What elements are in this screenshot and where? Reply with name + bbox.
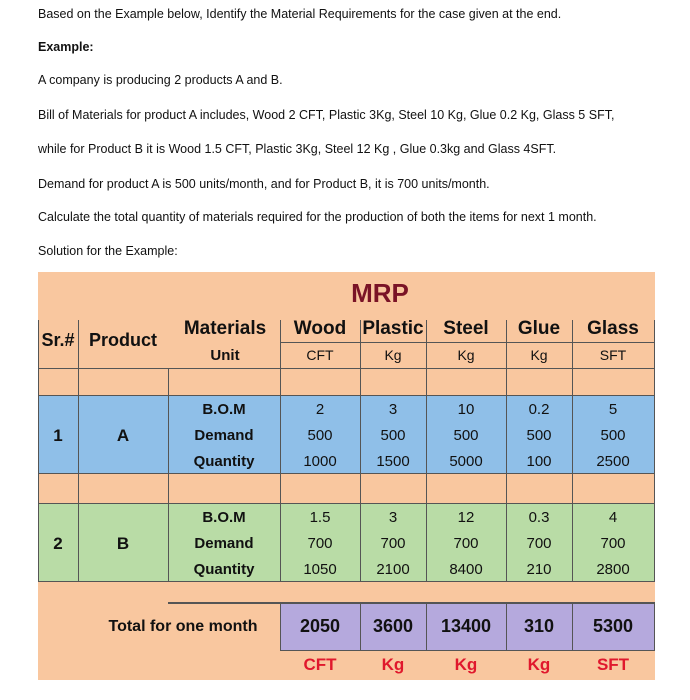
- total-steel: 13400: [440, 616, 492, 636]
- total-unit-plastic: Kg: [381, 655, 405, 674]
- grid-line: [38, 368, 655, 369]
- total-unit-wood: CFT: [303, 655, 337, 674]
- product-a-bom-steel: 10: [457, 401, 475, 418]
- grid-line: [654, 368, 655, 581]
- product-a-demand-glue: 500: [526, 427, 552, 444]
- product-b-srno: 2: [53, 534, 63, 553]
- product-b-demand-plastic: 700: [380, 535, 406, 552]
- grid-line: [38, 473, 655, 474]
- product-b-qty-plastic: 2100: [376, 561, 410, 578]
- unit-glass: SFT: [599, 347, 627, 363]
- product-b-name: B: [116, 534, 130, 553]
- product-a-label-quantity: Quantity: [193, 453, 255, 470]
- total-plastic: 3600: [372, 616, 414, 636]
- instruction-text: Based on the Example below, Identify the Material Requirements for the case given at the end.: [38, 7, 562, 21]
- header-material-plastic: Plastic: [362, 318, 424, 339]
- total-label: Total for one month: [108, 618, 258, 635]
- product-a-qty-plastic: 1500: [376, 453, 410, 470]
- product-b-bom-glass: 4: [608, 509, 618, 526]
- example-heading: Example:: [38, 40, 94, 54]
- header-materials: Materials: [183, 318, 267, 339]
- product-a-name: A: [116, 426, 130, 445]
- header-material-glue: Glue: [517, 318, 561, 339]
- grid-line: [654, 602, 655, 650]
- total-unit-glass: SFT: [596, 655, 630, 674]
- header-srno: Sr.#: [41, 330, 75, 350]
- product-b-bom-glue: 0.3: [528, 509, 550, 526]
- product-a-qty-wood: 1000: [303, 453, 337, 470]
- header-material-steel: Steel: [443, 318, 489, 339]
- product-b-label-bom: B.O.M: [202, 509, 246, 526]
- total-wood: 2050: [299, 616, 341, 636]
- grid-line: [654, 320, 655, 368]
- total-unit-glue: Kg: [527, 655, 551, 674]
- header-material-wood: Wood: [293, 318, 347, 339]
- product-a-qty-glue: 100: [526, 453, 552, 470]
- product-a-demand-plastic: 500: [380, 427, 406, 444]
- grid-line: [38, 581, 655, 582]
- product-b-bom-wood: 1.5: [309, 509, 331, 526]
- product-a-demand-steel: 500: [453, 427, 479, 444]
- product-b-label-quantity: Quantity: [193, 561, 255, 578]
- header-material-glass: Glass: [587, 318, 639, 339]
- product-a-qty-steel: 5000: [449, 453, 483, 470]
- unit-steel: Kg: [457, 347, 475, 363]
- example-line-task: Calculate the total quantity of materials required for the production of both the items for next 1 month.: [38, 210, 597, 224]
- grid-line: [280, 650, 655, 651]
- product-a-demand-wood: 500: [307, 427, 333, 444]
- solution-heading: Solution for the Example:: [38, 244, 178, 258]
- product-b-demand-glass: 700: [600, 535, 626, 552]
- example-line-bom-a: Bill of Materials for product A includes, Wood 2 CFT, Plastic 3Kg, Steel 10 Kg, Glue 0.2 Kg, Glass 5 SFT,: [38, 108, 615, 122]
- product-a-label-demand: Demand: [194, 427, 254, 444]
- product-b-demand-wood: 700: [307, 535, 333, 552]
- product-b-bom-steel: 12: [457, 509, 475, 526]
- example-line-demand: Demand for product A is 500 units/month, and for Product B, it is 700 units/month.: [38, 177, 490, 191]
- product-b-qty-glue: 210: [526, 561, 552, 578]
- grid-line: [280, 342, 655, 343]
- example-line-products: A company is producing 2 products A and B.: [38, 73, 283, 87]
- unit-glue: Kg: [530, 347, 548, 363]
- total-unit-steel: Kg: [454, 655, 478, 674]
- product-b-qty-steel: 8400: [449, 561, 483, 578]
- product-b-label-demand: Demand: [194, 535, 254, 552]
- total-glass: 5300: [592, 616, 634, 636]
- header-unit: Unit: [210, 347, 240, 364]
- unit-wood: CFT: [306, 347, 334, 363]
- header-product: Product: [88, 330, 157, 350]
- spacer-row: [38, 370, 655, 395]
- product-a-qty-glass: 2500: [596, 453, 630, 470]
- table-title: MRP: [351, 278, 409, 308]
- total-glue: 310: [523, 616, 555, 636]
- product-a-srno: 1: [53, 426, 63, 445]
- unit-plastic: Kg: [384, 347, 402, 363]
- product-a-bom-wood: 2: [315, 401, 325, 418]
- product-b-demand-glue: 700: [526, 535, 552, 552]
- grid-line: [168, 602, 655, 604]
- product-a-bom-glue: 0.2: [528, 401, 550, 418]
- example-line-bom-b: while for Product B it is Wood 1.5 CFT, Plastic 3Kg, Steel 12 Kg , Glue 0.3kg and Glass 4SFT.: [38, 142, 557, 156]
- mrp-table: [38, 272, 655, 680]
- product-a-bom-plastic: 3: [388, 401, 398, 418]
- grid-line: [38, 503, 655, 504]
- product-a-bom-glass: 5: [608, 401, 618, 418]
- grid-line: [38, 395, 655, 396]
- product-b-qty-glass: 2800: [596, 561, 630, 578]
- product-a-label-bom: B.O.M: [202, 401, 246, 418]
- product-b-bom-plastic: 3: [388, 509, 398, 526]
- product-b-qty-wood: 1050: [303, 561, 337, 578]
- product-a-demand-glass: 500: [600, 427, 626, 444]
- product-b-demand-steel: 700: [453, 535, 479, 552]
